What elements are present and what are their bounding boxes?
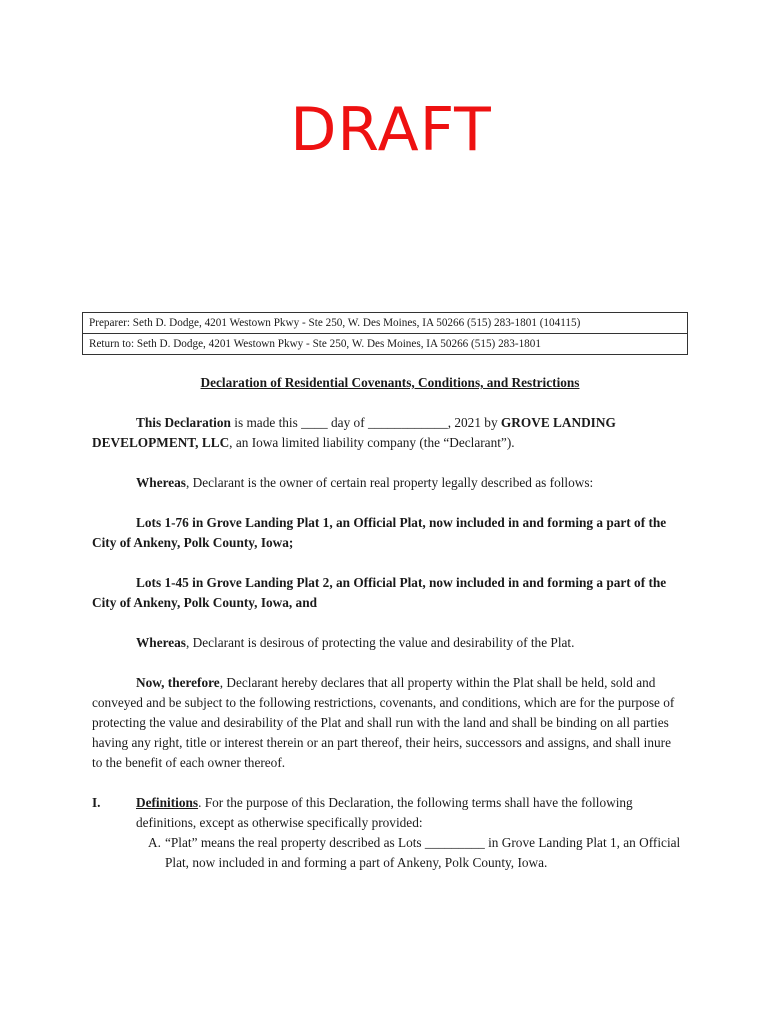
definition-item [92, 833, 682, 873]
draft-watermark: DRAFT [290, 95, 492, 165]
whereas-lead-2: Whereas [136, 635, 186, 650]
now-therefore-text: , Declarant hereby declares that all property within the Plat shall be held, sold and conveyed and be subject to the following restrictions, covenants, and conditions, which are for the purpose of protecting the value and desirability of the Plat and shall run with the land and shall be binding on all parties having any right, title or interest therein or an part thereof, their heirs, successors and assigns, and shall inure to the benefit of each owner thereof. [92, 675, 675, 770]
intro-rest: , an Iowa limited liability company (the “Declarant”). [229, 435, 515, 450]
whereas-lead-1: Whereas [136, 475, 186, 490]
now-therefore-lead: Now, therefore [136, 675, 220, 690]
whereas-paragraph-1 [92, 473, 682, 493]
whereas-text-2: , Declarant is desirous of protecting the value and desirability of the Plat. [185, 635, 575, 650]
whereas-text-1: , Declarant is the owner of certain real property legally described as follows: [185, 475, 594, 490]
document-body [92, 373, 682, 873]
section-heading: Definitions [136, 795, 199, 810]
intro-lead: This Declaration [136, 415, 231, 430]
preparer-line: Preparer: Seth D. Dodge, 4201 Westown Pkwy - Ste 250, W. Des Moines, IA 50266 (515) 283-1801 (104115) [89, 317, 581, 329]
return-to-line: Return to: Seth D. Dodge, 4201 Westown Pkwy - Ste 250, W. Des Moines, IA 50266 (515) 283-1801 [83, 333, 687, 354]
section-intro-text: . For the purpose of this Declaration, the following terms shall have the following definitions, except as otherwise specifically provided: [136, 795, 633, 830]
now-therefore-paragraph [92, 673, 682, 773]
document-title: Declaration of Residential Covenants, Conditions, and Restrictions [200, 375, 580, 390]
intro-mid: is made this ____ day of ____________, 2021 by [230, 415, 501, 430]
section-definitions [92, 793, 682, 833]
legal-description-plat-1: Lots 1-76 in Grove Landing Plat 1, an Official Plat, now included in and forming a part of the City of Ankeny, Polk County, Iowa; [92, 515, 667, 550]
whereas-paragraph-2 [92, 633, 682, 653]
preparer-info-box [82, 312, 688, 355]
definition-letter: A. [148, 835, 161, 850]
intro-paragraph [92, 413, 682, 453]
legal-description-plat-2: Lots 1-45 in Grove Landing Plat 2, an Official Plat, now included in and forming a part of the City of Ankeny, Polk County, Iowa, and [92, 575, 667, 610]
definition-text: “Plat” means the real property described as Lots _________ in Grove Landing Plat 1, an Official Plat, now included in and forming a part of Ankeny, Polk County, Iowa. [165, 835, 681, 870]
declarant-name: GROVE LANDING DEVELOPMENT, LLC [92, 415, 616, 450]
section-number: I. [92, 795, 101, 810]
